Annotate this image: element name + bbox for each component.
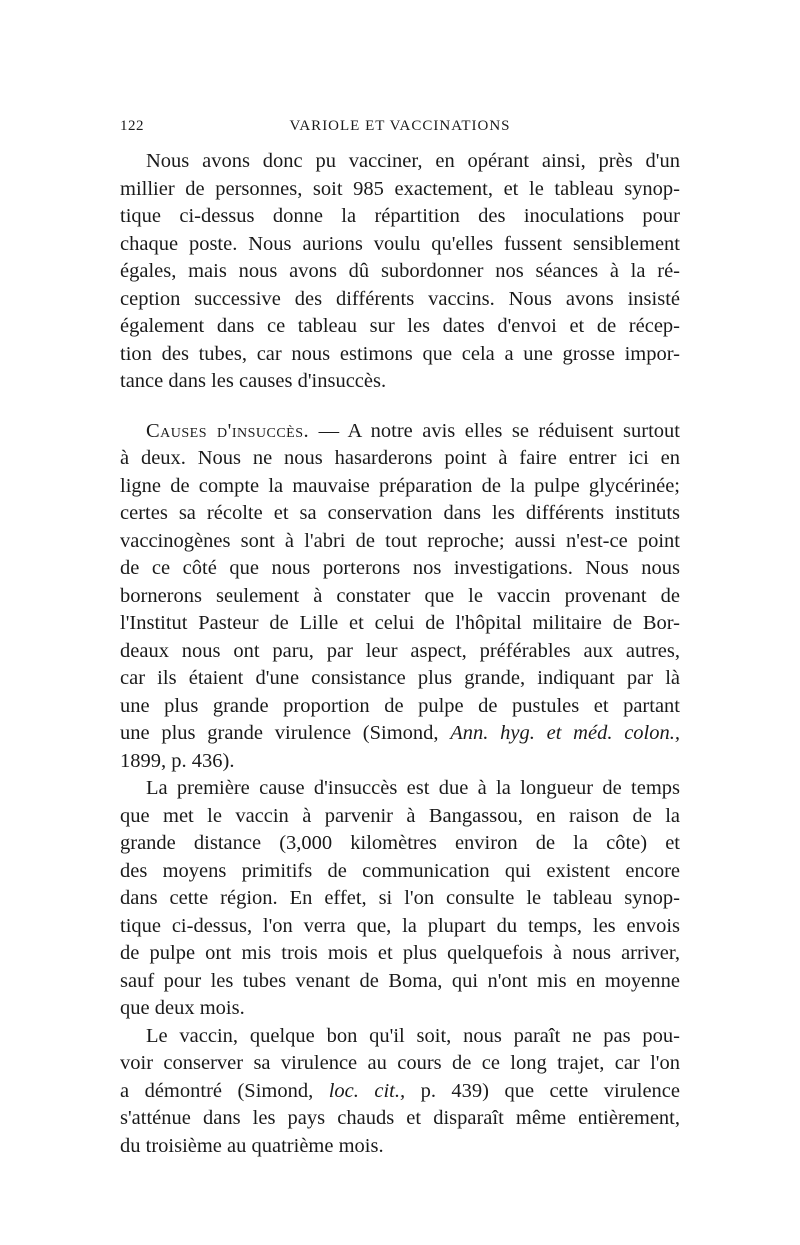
- text-line: de ce côté que nous porterons nos investigations. Nous nous: [120, 557, 680, 579]
- text-line: s'atténue dans les pays chauds et disparaît même entièrement,: [120, 1107, 680, 1129]
- text-line: des moyens primitifs de communication qui existent encore: [120, 859, 680, 882]
- text-line: [120, 418, 680, 446]
- text-line: égales, mais nous avons dû subordonner nos séances à la ré-: [120, 260, 680, 282]
- text-line: voir conserver sa virulence au cours de ce long trajet, car l'on: [120, 1052, 680, 1074]
- text-run: — A notre avis elles se réduisent surtout: [318, 419, 680, 442]
- paragraph-4: [120, 1023, 680, 1161]
- text-line: ception successive des différents vaccins. Nous avons insisté: [120, 287, 680, 310]
- running-title: VARIOLE ET VACCINATIONS: [289, 118, 511, 134]
- text-line: La première cause d'insuccès est due à la longueur de temps: [146, 777, 680, 799]
- text-run: a démontré (Simond,: [120, 1079, 314, 1102]
- text-run: p. 439) que cette virulence: [420, 1079, 680, 1102]
- text-line: ligne de compte la mauvaise préparation de la pulpe glycérinée;: [120, 474, 680, 497]
- text-line: tique ci-dessus, l'on verra que, la plupart du temps, les envois: [120, 914, 680, 937]
- text-line: sauf pour les tubes venant de Boma, qui n'ont mis en moyenne: [120, 969, 680, 992]
- paragraph-3: [120, 775, 680, 1023]
- text-line: que deux mois.: [120, 997, 245, 1019]
- text-line: également dans ce tableau sur les dates d'envoi et de récep-: [120, 315, 680, 337]
- text-line: Le vaccin, quelque bon qu'il soit, nous paraît ne pas pou-: [146, 1024, 680, 1047]
- text-line: l'Institut Pasteur de Lille et celui de l'hôpital militaire de Bor-: [120, 612, 680, 634]
- text-line: deaux nous ont paru, par leur aspect, préférables aux autres,: [120, 639, 680, 662]
- text-line: vaccinogènes sont à l'abri de tout reproche; aussi n'est-ce point: [120, 529, 680, 552]
- text-line: car ils étaient d'une consistance plus grande, indiquant par là: [120, 667, 680, 689]
- citation-title: Ann. hyg. et méd. colon.,: [450, 722, 680, 744]
- text-line: grande distance (3,000 kilomètres environ de la côte) et: [120, 832, 680, 854]
- text-line: millier de personnes, soit 985 exactement, et le tableau synop-: [120, 177, 680, 200]
- book-page: [120, 118, 680, 1160]
- text-line: tance dans les causes d'insuccès.: [120, 370, 387, 392]
- paragraph-1: [120, 148, 680, 396]
- citation-title: loc. cit.,: [328, 1079, 406, 1102]
- text-line: certes sa récolte et sa conservation dans les différents instituts: [120, 502, 680, 524]
- text-line: dans cette région. En effet, si l'on consulte le tableau synop-: [120, 887, 680, 909]
- page-number: 122: [120, 118, 144, 134]
- text-line: tion des tubes, car nous estimons que cela a une grosse impor-: [120, 342, 680, 365]
- text-line: à deux. Nous ne nous hasarderons point à faire entrer ici en: [120, 447, 680, 469]
- section-heading: Causes d'insuccès.: [146, 419, 310, 442]
- text-line: bornerons seulement à constater que le vaccin provenant de: [120, 584, 680, 607]
- text-line: Nous avons donc pu vacciner, en opérant ainsi, près d'un: [146, 150, 680, 172]
- text-line: de pulpe ont mis trois mois et plus quelquefois à nous arriver,: [120, 942, 680, 964]
- text-line: 1899, p. 436).: [120, 749, 235, 772]
- text-line: [120, 1078, 680, 1106]
- text-line: tique ci-dessus donne la répartition des inoculations pour: [120, 205, 680, 227]
- running-head: [120, 118, 680, 148]
- text-line: [120, 720, 680, 748]
- text-line: une plus grande proportion de pulpe de pustules et partant: [120, 694, 680, 717]
- text-line: du troisième au quatrième mois.: [120, 1134, 384, 1157]
- text-line: que met le vaccin à parvenir à Bangassou, en raison de la: [120, 804, 680, 827]
- text-line: chaque poste. Nous aurions voulu qu'elles fussent sensiblement: [120, 232, 680, 255]
- text-run: une plus grande virulence (Simond,: [120, 722, 439, 744]
- paragraph-2: [120, 418, 680, 776]
